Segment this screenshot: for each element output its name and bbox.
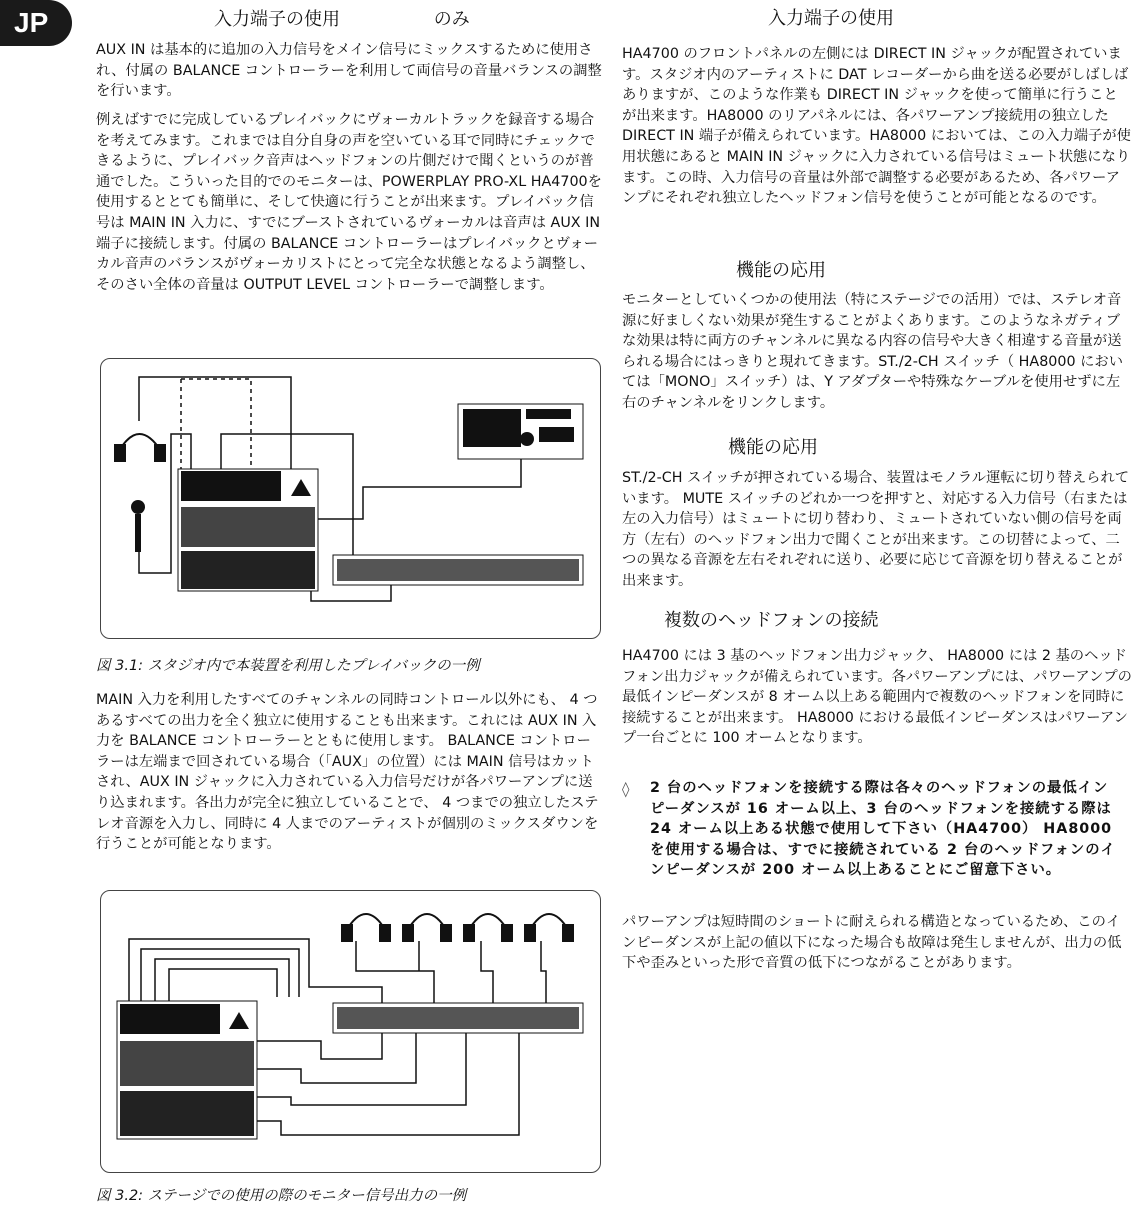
- left-heading-1-text: 入力端子の使用: [214, 9, 340, 30]
- language-badge: JP: [0, 0, 72, 46]
- headphones-icon: [342, 914, 573, 941]
- figure-3-1-diagram: [101, 359, 600, 638]
- right-paragraph-3: ST./2-CH スイッチが押されている場合、装置はモノラル運転に切り替えられています。 MUTE スイッチのどれか一つを押すと、対応する入力信号（右または左の入力信号）はミュートに切り替わり、ミュートされていない側の信号を両方（左右）のヘッドフォン出力で聞くことが出来ます。この切替によって、二つの異なる音源を左右それぞれに送り、必要に応じて音源を切り替えることが出来ます。: [622, 470, 1130, 589]
- right-paragraph-4: HA4700 には 3 基のヘッドフォン出力ジャック、 HA8000 には 2 基のヘッドフォン出力ジャックが備えられています。各パワーアンプには、パワーアンプの最低インピーダンスが 8 オーム以上ある範囲内で複数のヘッドフォンを同時に接続することが出来ます。 HA8000 における最低インピーダンスはパワーアンプ一台ごとに 100 オームとなります。: [622, 648, 1132, 747]
- figure-3-2: [100, 890, 601, 1173]
- recorder-icon: [458, 404, 583, 459]
- left-heading-1: [214, 5, 470, 31]
- right-paragraph-5: パワーアンプは短時間のショートに耐えられる構造となっているため、このインピーダンスが上記の値以下になった場合も故障は発生しませんが、出力の低下や歪みといった形で音質の低下につながることがあります。: [622, 914, 1122, 972]
- left-heading-1-suffix: のみ: [433, 9, 470, 30]
- right-heading-1: 入力端子の使用: [768, 8, 894, 29]
- figure-3-2-caption: 図 3.2: ステージでの使用の際のモニター信号出力の一例: [96, 1188, 467, 1204]
- figure-3-1-caption: 図 3.1: スタジオ内で本装置を利用したプレイバックの一例: [96, 658, 480, 674]
- right-paragraph-1: HA4700 のフロントパネルの左側には DIRECT IN ジャックが配置されています。スタジオ内のアーティストに DAT レコーダーから曲を送る必要がしばしばありますが、このような作業も DIRECT IN ジャックを使って簡単に行うことが出来ます。HA8000 のリアパネルには、各パワーアンプ接続用の独立した DIRECT IN 端子が備えられています。HA8000 においては、この入力端子が使用状態にあると MAIN IN ジャックに入力されている信号はミュート状態になります。この時、入力信号の音量は外部で調整する必要があるため、各パワーアンプにそれぞれ独立したヘッドフォン信号を使うことが可能となるのです。: [622, 46, 1131, 207]
- right-heading-4: 複数のヘッドフォンの接続: [664, 610, 879, 631]
- right-heading-3: 機能の応用: [728, 437, 818, 458]
- headphones-icon: [115, 434, 165, 461]
- right-paragraph-2: モニターとしていくつかの使用法（特にステージでの活用）では、ステレオ音源に好ましくない効果が発生することがよくあります。このようなネガティブな効果は特に両方のチャンネルに異なる内容の信号や大きく相違する音量が送られる場合にはっきりと現れてきます。ST./2-CH スイッチ（ HA8000 においては「MONO」スイッチ）は、Y アダプターや特殊なケーブルを使用せずに左右のチャンネルをリンクします。: [622, 292, 1124, 411]
- headphone-amp-icon: [333, 555, 583, 585]
- figure-3-1: [100, 358, 601, 639]
- microphone-icon: [131, 500, 145, 552]
- headphone-amp-icon: [333, 1003, 583, 1033]
- mixer-icon: [117, 1001, 257, 1139]
- note-paragraph: 2 台のヘッドフォンを接続する際は各々のヘッドフォンの最低インピーダンスが 16 オーム以上、3 台のヘッドフォンを接続する際は 24 オーム以上ある状態で使用して下さい（HA4700） HA8000 を使用する場合は、すでに接続されている 2 台のヘッドフォンのインピーダンスが 200 オーム以上あることにご留意下さい。: [650, 780, 1116, 879]
- right-heading-2: 機能の応用: [736, 260, 826, 281]
- figure-3-2-diagram: [101, 891, 600, 1172]
- left-paragraph-1: AUX IN は基本的に追加の入力信号をメイン信号にミックスするために使用され、付属の BALANCE コントローラーを利用して両信号の音量バランスの調整を行います。: [96, 42, 602, 100]
- left-paragraph-3: MAIN 入力を利用したすべてのチャンネルの同時コントロール以外にも、 4 つあるすべての出力を全く独立に使用することも出来ます。これには AUX IN 入力を BALANCE コントローラーとともに使用します。 BALANCE コントローラーは左端まで回されている場合（「AUX」の位置）には MAIN 信号はカットされ、AUX IN ジャックに入力されている入力信号だけが各パワーアンプに送り込まれます。各出力が完全に独立していることで、 4 つまでの独立したステレオ音源を入力し、同時に 4 人までのアーティストが個別のミックスダウンを行うことが可能となります。: [96, 692, 599, 853]
- note-icon: ◊: [622, 780, 630, 798]
- mixer-icon: [178, 469, 318, 591]
- left-paragraph-2: 例えばすでに完成しているプレイバックにヴォーカルトラックを録音する場合を考えてみます。これまでは自分自身の声を空いている耳で同時にチェックできるように、プレイバック音声はヘッドフォンの片側だけで聞くというのが普通でした。こういった目的でのモニターは、POWERPLAY PRO-XL HA4700を使用するととても簡単に、そして快適に行うことが出来ます。プレイバック信号は MAIN IN 入力に、すでにブーストされているヴォーカルは音声は AUX IN 端子に接続します。付属の BALANCE コントローラーはプレイバックとヴォーカル音声のバランスがヴォーカリストにとって完全な状態となるよう調整し、そのさい全体の音量は OUTPUT LEVEL コントローラーで調整します。: [96, 112, 602, 293]
